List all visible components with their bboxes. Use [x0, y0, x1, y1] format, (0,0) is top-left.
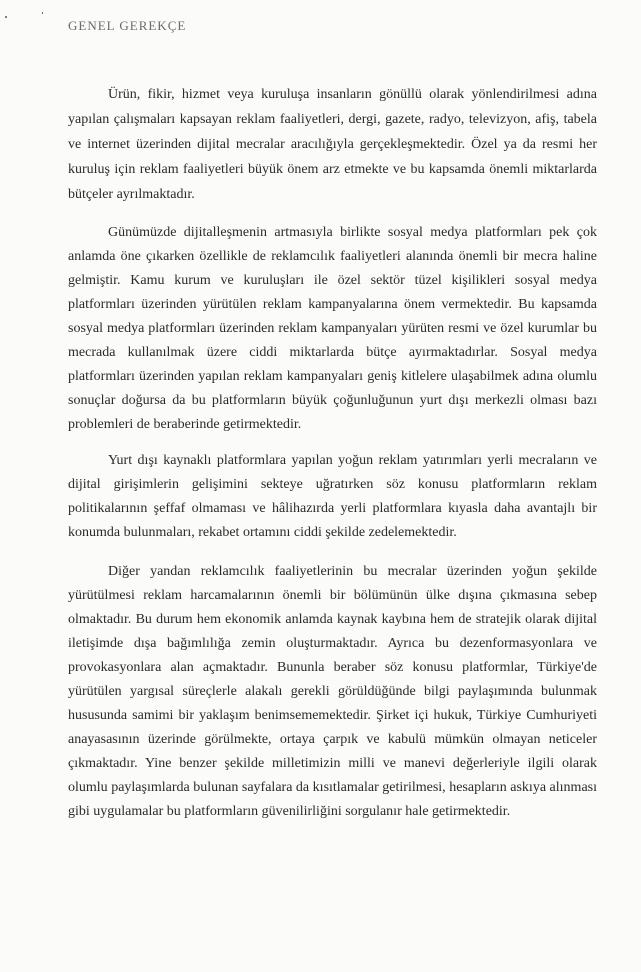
text-line: anlamda öne çıkarken özellikle de reklamcılık faaliyetleri alanında önemli bir mecra haline	[68, 249, 597, 264]
text-line: yürütülmesi reklam harcamalarının önemli bir bölümünün ülke dışına çıkmasına sebep	[68, 588, 597, 603]
paragraph-2	[68, 221, 597, 437]
text-line: Ürün, fikir, hizmet veya kuruluşa insanların gönüllü olarak yönlendirilmesi adına	[108, 87, 597, 102]
text-line: platformları üzerinden yapılan reklam kampanyaları geniş kitlelere ulaşabilmek adına olumlu	[68, 369, 597, 384]
text-line: konumda bulunmaları, rekabet ortamını ciddi şekilde zedelemektedir.	[68, 525, 457, 540]
text-line: sosyal medya platformları üzerinden reklam kampanyaları yürüten resmi ve özel kurumlar bu	[68, 321, 597, 336]
text-line: kuruluş için reklam faaliyetleri büyük önem arz etmekte ve bu kapsamda önemli miktarlarda	[68, 162, 597, 177]
text-line: hususunda samimi bir yaklaşım benimsememektedir. Şirket içi hukuk, Türkiye Cumhuriyeti	[68, 708, 597, 723]
text-line: dijital girişimlerin gelişimini sekteye uğratırken söz konusu platformların reklam	[68, 477, 597, 492]
text-line: bütçeler ayrılmaktadır.	[68, 187, 195, 202]
text-line: ve internet üzerinden dijital mecralar aracılığıyla gerçekleşmektedir. Özel ya da resmi her	[68, 137, 597, 152]
text-line: çıkmaktadır. Yine benzer şekilde milletimizin milli ve manevi değerleriyle ilgili olarak	[68, 756, 597, 771]
text-line: politikalarının şeffaf olmaması ve hâlihazırda yerli platformlara kıyasla daha avantajlı bir	[68, 501, 597, 516]
paragraph-1	[68, 82, 597, 207]
text-line: gelmiştir. Kamu kurum ve kuruluşları ile özel sektör tüzel kişilikleri sosyal medya	[68, 273, 597, 288]
paragraph-4	[68, 560, 597, 824]
text-line: problemleri de beraberinde getirmektedir.	[68, 417, 302, 432]
scan-speck	[42, 12, 43, 14]
document-title: GENEL GEREKÇE	[68, 18, 187, 33]
text-line: provokasyonlara alan açmaktadır. Bununla beraber söz konusu platformlar, Türkiye'de	[68, 660, 597, 675]
text-line: platformları üzerinden yürütülen reklam kampanyalarına önem vermektedir. Bu kapsamda	[68, 297, 597, 312]
text-line: olumlu paylaşımlarda bulunan sayfalara da kısıtlamalar getirilmesi, hesapların askıya alınması	[68, 780, 597, 795]
text-line: sonuçlar doğursa da bu platformların büyük çoğunluğunun yurt dışı merkezli olması bazı	[68, 393, 597, 408]
text-line: anayasasının üzerinde görülmekte, ortaya çarpık ve kabulü mümkün olmayan neticeler	[68, 732, 597, 747]
text-line: Diğer yandan reklamcılık faaliyetlerinin bu mecralar üzerinden yoğun şekilde	[108, 564, 597, 579]
text-line: yapılan çalışmaları kapsayan reklam faaliyetleri, dergi, gazete, radyo, televizyon, afiş, tabela	[68, 112, 597, 127]
paragraph-3	[68, 449, 597, 545]
text-line: mecrada kullanılmak üzere ciddi miktarlarda bütçe ayırmaktadırlar. Sosyal medya	[68, 345, 597, 360]
text-line: Günümüzde dijitalleşmenin artmasıyla birlikte sosyal medya platformları pek çok	[108, 225, 597, 240]
text-line: yürütülen yargısal süreçlerle alakalı gerekli görüldüğünde bilgi paylaşımında bulunmak	[68, 684, 597, 699]
scan-speck	[5, 16, 7, 18]
text-line: Yurt dışı kaynaklı platformlara yapılan yoğun reklam yatırımları yerli mecraların ve	[108, 453, 597, 468]
text-line: gibi uygulamalar bu platformların güvenilirliğini sorgulanır hale getirmektedir.	[68, 804, 511, 819]
text-line: olmaktadır. Bu durum hem ekonomik anlamda kaynak kaybına hem de stratejik olarak dijital	[68, 612, 597, 627]
text-line: iletişimde dışa bağımlılığa zemin oluşturmaktadır. Ayrıca bu dezenformasyonlara ve	[68, 636, 597, 651]
